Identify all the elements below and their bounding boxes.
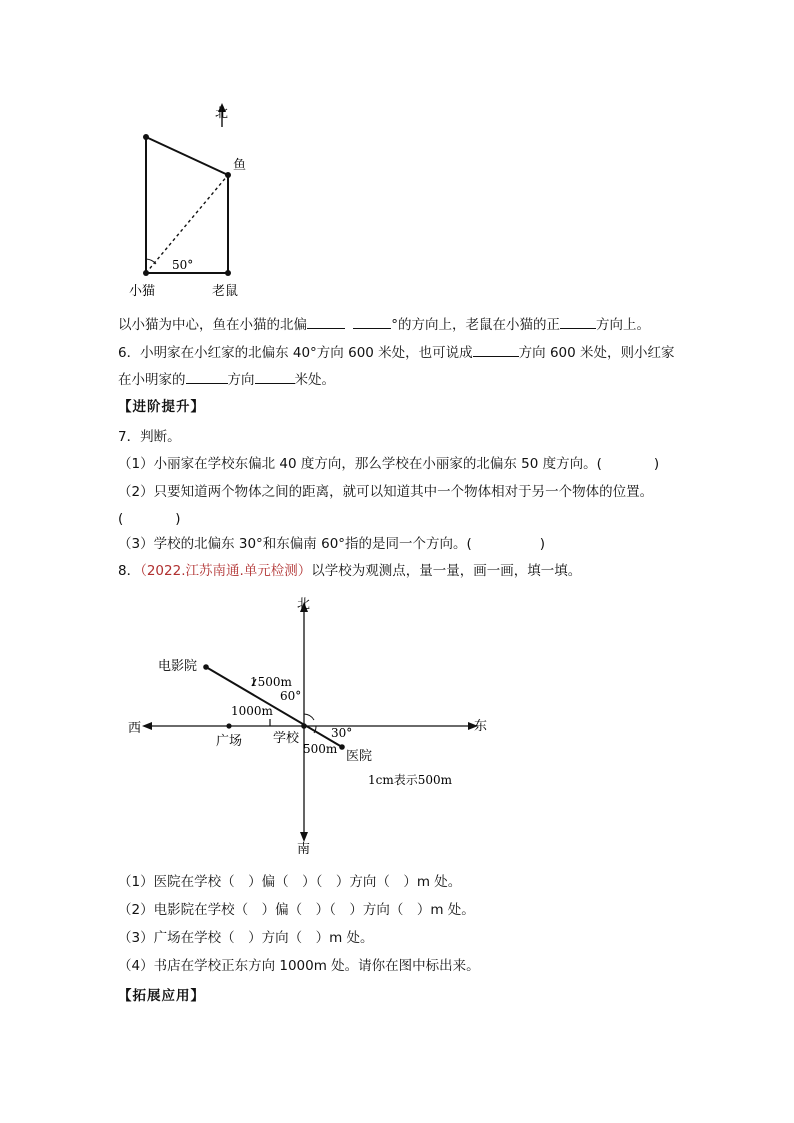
q7-item-2-answer: ( ) — [118, 511, 181, 527]
angle-60-arc — [304, 714, 314, 720]
hospital-label: 医院 — [346, 749, 373, 764]
q5-line: 以小猫为中心，鱼在小猫的北偏 °的方向上，老鼠在小猫的正 方向上。 — [118, 317, 651, 333]
q6-line-1: 6．小明家在小红家的北偏东 40°方向 600 米处，也可说成 方向 600 米处，则小红家 — [118, 345, 675, 361]
cat-label: 小猫 — [129, 284, 156, 299]
angle-60-label: 60° — [280, 689, 302, 703]
north-label: 北 — [297, 597, 311, 612]
school-point — [301, 723, 307, 729]
q8-title: 8．（2022.江苏南通.单元检测）以学校为观测点，量一量，画一画，填一填。 — [118, 563, 582, 579]
q8-item-4: （4）书店在学校正东方向 1000m 处。请你在图中标出来。 — [118, 958, 480, 974]
school-label: 学校 — [273, 731, 300, 746]
q6-line-2: 在小明家的 方向 米处。 — [118, 372, 335, 388]
cinema-label: 电影院 — [158, 659, 198, 674]
mouse-label: 老鼠 — [212, 284, 239, 299]
square-point — [226, 723, 231, 728]
mouse-point — [225, 270, 231, 276]
south-label: 南 — [297, 842, 311, 857]
west-arrow — [142, 722, 152, 730]
q7-item-2: （2）只要知道两个物体之间的距离，就可以知道其中一个物体相对于另一个物体的位置。 — [118, 484, 654, 500]
figure-cat-fish-mouse — [120, 95, 270, 305]
west-label: 西 — [128, 721, 142, 736]
q5-blank-2[interactable] — [353, 315, 391, 329]
angle-30-label: 30° — [331, 726, 353, 740]
cat-point — [143, 270, 149, 276]
east-label: 东 — [474, 719, 488, 734]
q7-item-3: （3）学校的北偏东 30°和东偏南 60°指的是同一个方向。( ) — [118, 536, 546, 552]
distance-1000m-label: 1000m — [231, 704, 273, 718]
q8-item-2: （2）电影院在学校（ ）偏（ ）（ ）方向（ ）m 处。 — [118, 902, 475, 918]
top-left-point — [143, 134, 149, 140]
q7-item-1: （1）小丽家在学校东偏北 40 度方向，那么学校在小丽家的北偏东 50 度方向。( ) — [118, 456, 660, 472]
cinema-point — [203, 664, 209, 670]
q8-source: （2022.江苏南通.单元检测） — [140, 563, 312, 579]
q8-item-3: （3）广场在学校（ ）方向（ ）m 处。 — [118, 930, 374, 946]
distance-500m-label: 500m — [303, 742, 338, 756]
figure-compass-map — [120, 590, 500, 860]
fish-point — [225, 172, 231, 178]
section-extend-heading: 【拓展应用】 — [118, 988, 205, 1004]
fish-label: 鱼 — [233, 158, 247, 173]
scale-label: 1cm表示500m — [368, 773, 453, 787]
section-advanced-heading: 【进阶提升】 — [118, 399, 205, 415]
north-label: 北 — [215, 106, 229, 121]
hospital-point — [339, 744, 345, 750]
q6-blank-3[interactable] — [255, 370, 295, 384]
square-label: 广场 — [216, 734, 243, 749]
q5-blank-1[interactable] — [307, 315, 345, 329]
q8-item-1: （1）医院在学校（ ）偏（ ）（ ）方向（ ）m 处。 — [118, 874, 462, 890]
distance-1500m-label: 1500m — [250, 675, 292, 689]
angle-label: 50° — [172, 258, 194, 272]
q7-title: 7．判断。 — [118, 429, 181, 445]
top-edge — [146, 137, 228, 175]
q6-blank-1[interactable] — [473, 343, 519, 357]
q5-blank-3[interactable] — [560, 315, 596, 329]
south-arrow — [300, 832, 308, 842]
q6-blank-2[interactable] — [186, 370, 228, 384]
